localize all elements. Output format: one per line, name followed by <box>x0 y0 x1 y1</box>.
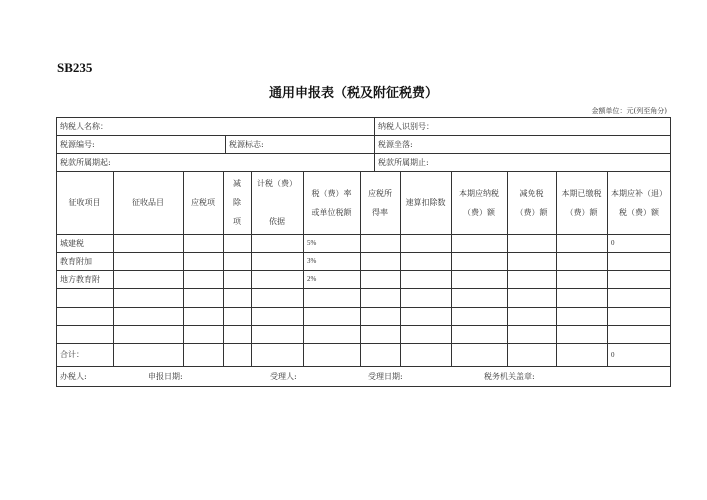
table-cell[interactable] <box>183 325 223 343</box>
total-payable-cell[interactable]: 0 <box>611 350 615 359</box>
table-cell[interactable] <box>556 307 607 325</box>
column-header-text: （费）额 <box>565 207 598 217</box>
table-cell[interactable] <box>360 234 400 252</box>
table-cell[interactable] <box>507 234 556 252</box>
table-cell[interactable] <box>507 325 556 343</box>
table-cell[interactable] <box>251 270 303 288</box>
table-cell[interactable] <box>113 270 183 288</box>
tax-rate-cell[interactable]: 2% <box>307 275 317 283</box>
tax-rate-cell[interactable] <box>303 307 360 325</box>
signature-row <box>56 366 671 387</box>
table-cell[interactable] <box>400 307 451 325</box>
column-header-text: 本期应纳税 <box>459 188 499 198</box>
column-header <box>607 171 671 234</box>
payable-amount-cell[interactable] <box>607 307 671 325</box>
table-cell[interactable] <box>400 252 451 270</box>
tax-source-location-field[interactable] <box>374 135 671 153</box>
table-cell[interactable] <box>360 288 400 307</box>
total-cell[interactable] <box>183 343 223 366</box>
taxpayer-name-field[interactable] <box>56 117 374 135</box>
taxpayer-name-label: 纳税人名称： <box>60 121 108 131</box>
column-header-text: 应税所 <box>368 188 392 198</box>
table-cell[interactable] <box>556 325 607 343</box>
column-header <box>251 171 303 234</box>
total-cell[interactable] <box>113 343 183 366</box>
column-header-text: 项 <box>233 217 241 226</box>
column-header-text: 或单位税额 <box>311 207 352 217</box>
table-cell[interactable] <box>556 270 607 288</box>
form-code: SB235 <box>57 60 93 75</box>
table-cell[interactable] <box>251 288 303 307</box>
table-cell[interactable] <box>113 288 183 307</box>
taxpayer-id-field[interactable] <box>374 117 671 135</box>
table-cell[interactable] <box>360 270 400 288</box>
table-cell[interactable] <box>251 325 303 343</box>
column-header-text: 税（费）率 <box>311 188 352 198</box>
declare-date-label: 申报日期: <box>148 372 183 381</box>
total-label: 合计： <box>60 350 84 359</box>
table-cell[interactable] <box>223 252 251 270</box>
table-cell[interactable] <box>451 252 507 270</box>
period-start-label: 税款所属期起: <box>60 157 111 167</box>
period-end-label: 税款所属期止: <box>378 157 429 167</box>
tax-rate-cell[interactable]: 5% <box>307 239 317 247</box>
collection-item-cell[interactable] <box>56 307 113 325</box>
total-cell[interactable] <box>507 343 556 366</box>
table-cell[interactable] <box>556 234 607 252</box>
column-header-text: 除 <box>233 198 241 207</box>
column-header <box>113 171 183 234</box>
total-cell[interactable] <box>303 343 360 366</box>
table-cell[interactable] <box>183 234 223 252</box>
column-header <box>360 171 400 234</box>
receive-date-label: 受理日期: <box>368 372 403 381</box>
tax-rate-cell[interactable]: 3% <box>307 257 317 265</box>
column-header <box>183 171 223 234</box>
table-cell[interactable] <box>451 234 507 252</box>
collection-item-cell[interactable]: 城建税 <box>60 238 84 248</box>
table-cell[interactable] <box>113 307 183 325</box>
column-header-text: 得率 <box>372 207 388 217</box>
column-header <box>507 171 556 234</box>
total-cell[interactable] <box>400 343 451 366</box>
tax-rate-cell[interactable] <box>303 325 360 343</box>
table-cell[interactable] <box>223 270 251 288</box>
column-header-text: 征收项目 <box>68 198 101 207</box>
tax-source-flag-label: 税源标志: <box>229 139 264 149</box>
column-header-text: 本期已缴税 <box>561 188 602 198</box>
table-cell[interactable] <box>451 307 507 325</box>
table-cell[interactable] <box>400 288 451 307</box>
column-header-text: 减 <box>233 179 241 188</box>
tax-source-flag-field[interactable] <box>225 135 374 153</box>
receiver-label: 受理人: <box>270 372 297 381</box>
table-cell[interactable] <box>183 307 223 325</box>
table-cell[interactable] <box>183 252 223 270</box>
table-cell[interactable] <box>223 288 251 307</box>
payable-amount-cell[interactable] <box>607 270 671 288</box>
table-cell[interactable] <box>113 325 183 343</box>
column-header <box>556 171 607 234</box>
table-cell[interactable] <box>507 307 556 325</box>
total-cell[interactable] <box>360 343 400 366</box>
column-header <box>56 171 113 234</box>
table-cell[interactable] <box>556 252 607 270</box>
column-header-text: 速算扣除数 <box>405 198 446 207</box>
taxpayer-id-label: 纳税人识别号： <box>378 121 434 131</box>
payable-amount-cell[interactable] <box>607 288 671 307</box>
table-cell[interactable] <box>223 234 251 252</box>
period-start-field[interactable] <box>56 153 374 171</box>
collection-item-cell[interactable] <box>56 288 113 307</box>
column-header-text: 减免税 <box>519 188 544 198</box>
table-cell[interactable] <box>223 307 251 325</box>
column-header-text: （费）额 <box>515 207 548 217</box>
payable-amount-cell[interactable]: 0 <box>611 239 615 247</box>
collection-item-cell[interactable] <box>56 325 113 343</box>
column-header-text: 征收品目 <box>132 198 164 207</box>
table-cell[interactable] <box>251 252 303 270</box>
column-header <box>223 171 251 234</box>
table-cell[interactable] <box>360 307 400 325</box>
table-cell[interactable] <box>223 325 251 343</box>
column-header <box>303 171 360 234</box>
table-cell[interactable] <box>451 270 507 288</box>
table-cell[interactable] <box>451 288 507 307</box>
payable-amount-cell[interactable] <box>607 252 671 270</box>
table-cell[interactable] <box>251 307 303 325</box>
table-cell[interactable] <box>507 270 556 288</box>
collection-item-cell[interactable]: 教育附加 <box>60 256 92 266</box>
tax-source-number-label: 税源编号: <box>60 139 95 149</box>
table-cell[interactable] <box>451 325 507 343</box>
amount-unit-note: 金额单位：元(列至角分) <box>591 107 667 115</box>
total-cell[interactable] <box>251 343 303 366</box>
column-header-text: （费）额 <box>463 207 495 217</box>
table-cell[interactable] <box>251 234 303 252</box>
handler-label: 办税人: <box>60 372 87 381</box>
table-cell[interactable] <box>183 288 223 307</box>
form-title: 通用申报表（税及附征税费） <box>268 86 438 101</box>
column-header-text: 税（费）额 <box>619 207 659 217</box>
collection-item-cell[interactable]: 地方教育附 <box>60 274 100 284</box>
tax-source-location-label: 税源坐落: <box>378 139 413 149</box>
table-cell[interactable] <box>400 234 451 252</box>
column-header <box>451 171 507 234</box>
table-cell[interactable] <box>556 288 607 307</box>
table-cell[interactable] <box>400 270 451 288</box>
total-cell[interactable] <box>223 343 251 366</box>
table-cell[interactable] <box>113 234 183 252</box>
column-header-text: 本期应补（退） <box>611 188 667 198</box>
period-end-field[interactable] <box>374 153 671 171</box>
table-cell[interactable] <box>360 252 400 270</box>
column-header-text: 依据 <box>269 217 285 226</box>
table-cell[interactable] <box>400 325 451 343</box>
column-header <box>400 171 451 234</box>
table-cell[interactable] <box>507 288 556 307</box>
table-cell[interactable] <box>360 325 400 343</box>
table-cell[interactable] <box>113 252 183 270</box>
tax-office-seal-label: 税务机关盖章: <box>484 372 535 381</box>
table-cell[interactable] <box>507 252 556 270</box>
total-cell[interactable] <box>451 343 507 366</box>
column-header-text: 应税项 <box>191 198 215 207</box>
payable-amount-cell[interactable] <box>607 325 671 343</box>
tax-source-number-field[interactable] <box>56 135 225 153</box>
total-cell[interactable] <box>556 343 607 366</box>
tax-rate-cell[interactable] <box>303 288 360 307</box>
column-header-text: 计税（费） <box>257 179 297 188</box>
table-cell[interactable] <box>183 270 223 288</box>
